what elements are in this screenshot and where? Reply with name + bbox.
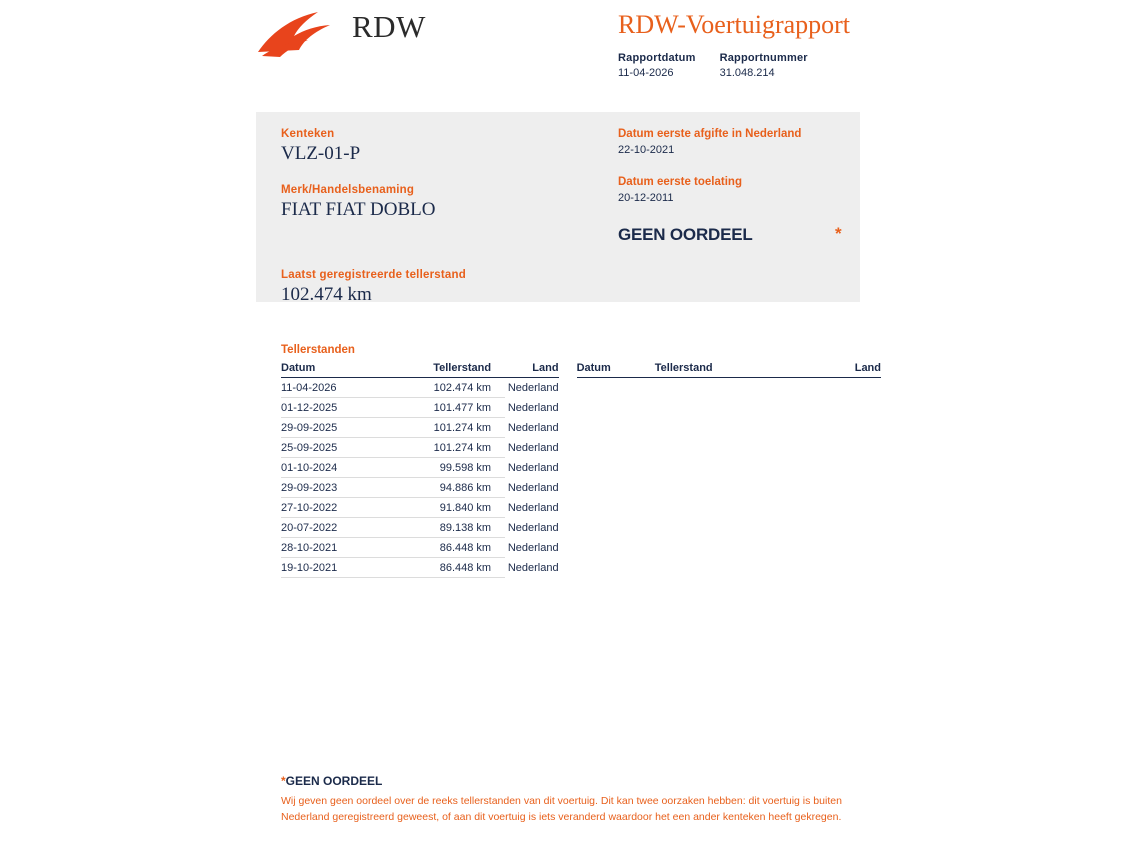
cell-datum: 27-10-2022 [281, 498, 357, 518]
cell-tellerstand: 101.274 km [357, 418, 505, 438]
footnote-body: Wij geven geen oordeel over de reeks tellerstanden van dit voertuig. Dit kan twee oorzaken hebben: dit voertuig is buiten Nederland geregistreerd geweest, of aan dit voertuig is iets veranderd waardoor het een ander kenteken heeft gekregen. [281, 795, 842, 823]
odometer-table-body-left [281, 378, 559, 578]
column-header-tellerstand: Tellerstand [357, 362, 505, 378]
licence-plate-block [281, 128, 581, 165]
cell-tellerstand: 99.598 km [357, 458, 505, 478]
report-number-block [720, 52, 808, 79]
cell-land: Nederland [507, 421, 559, 434]
table-row [281, 458, 559, 478]
cell-land: Nederland [507, 561, 559, 574]
verdict-footnote-marker: * [835, 224, 842, 243]
verdict-text: GEEN OORDEEL [618, 225, 753, 244]
first-admission-value: 20-12-2011 [618, 192, 674, 204]
report-header [0, 0, 1130, 110]
column-header-tellerstand: Tellerstand [655, 362, 794, 378]
cell-datum: 20-07-2022 [281, 518, 357, 538]
first-registration-nl-value: 22-10-2021 [618, 144, 675, 156]
footnote-marker: * [281, 774, 286, 788]
cell-tellerstand: 86.448 km [357, 538, 505, 558]
rdw-wordmark: RDW [352, 8, 426, 44]
cell-land: Nederland [507, 381, 559, 394]
report-date-value: 11-04-2026 [618, 67, 674, 79]
column-header-datum: Datum [577, 362, 655, 378]
odometer-table-left [281, 362, 559, 578]
first-registration-nl-block [618, 128, 848, 156]
cell-tellerstand: 89.138 km [357, 518, 505, 538]
make-model-value: FIAT FIAT DOBLO [281, 199, 436, 220]
last-odometer-value: 102.474 km [281, 284, 372, 305]
cell-datum: 11-04-2026 [281, 378, 357, 398]
cell-datum: 19-10-2021 [281, 558, 357, 578]
footnote-title [281, 774, 861, 788]
table-row [281, 478, 559, 498]
table-row [281, 418, 559, 438]
footnote-title-text: GEEN OORDEEL [285, 774, 383, 788]
rdw-swoosh-logo-icon [256, 8, 342, 60]
column-header-land: Land [794, 362, 881, 378]
odometer-table-heading: Tellerstanden [281, 344, 355, 356]
report-number-label: Rapportnummer [719, 52, 808, 64]
cell-land: Nederland [507, 541, 559, 554]
cell-datum: 01-10-2024 [281, 458, 357, 478]
odometer-readings-section [281, 344, 881, 578]
first-admission-label: Datum eerste toelating [618, 176, 742, 188]
column-header-land: Land [505, 362, 559, 378]
table-header-row [577, 362, 881, 378]
cell-land: Nederland [507, 521, 559, 534]
make-model-label: Merk/Handelsbenaming [281, 184, 415, 196]
cell-land: Nederland [507, 441, 559, 454]
report-meta [618, 52, 822, 79]
table-row [281, 378, 559, 398]
cell-land: Nederland [507, 481, 559, 494]
table-row [281, 438, 559, 458]
last-odometer-block [281, 269, 581, 306]
report-number-value: 31.048.214 [719, 67, 775, 79]
table-row [281, 498, 559, 518]
cell-datum: 29-09-2025 [281, 418, 357, 438]
cell-datum: 28-10-2021 [281, 538, 357, 558]
cell-tellerstand: 86.448 km [357, 558, 505, 578]
summary-right-column [618, 128, 848, 204]
make-model-block [281, 184, 581, 221]
cell-tellerstand: 101.477 km [357, 398, 505, 418]
cell-tellerstand: 91.840 km [357, 498, 505, 518]
cell-land: Nederland [507, 461, 559, 474]
table-header-row [281, 362, 559, 378]
cell-land: Nederland [507, 501, 559, 514]
report-date-block [618, 52, 696, 79]
vehicle-summary-panel [256, 112, 860, 305]
table-row [281, 518, 559, 538]
report-date-label: Rapportdatum [618, 52, 696, 64]
cell-datum: 25-09-2025 [281, 438, 357, 458]
table-row [281, 538, 559, 558]
cell-tellerstand: 102.474 km [357, 378, 505, 398]
cell-datum: 01-12-2025 [281, 398, 357, 418]
odometer-table-body-right [577, 378, 881, 578]
licence-plate-label: Kenteken [281, 128, 335, 140]
table-row [281, 558, 559, 578]
cell-tellerstand: 101.274 km [357, 438, 505, 458]
report-title: RDW-Voertuigrapport [618, 10, 851, 39]
licence-plate-value: VLZ-01-P [281, 143, 361, 164]
cell-datum: 29-09-2023 [281, 478, 357, 498]
first-admission-block [618, 176, 848, 204]
meta-spacer [710, 52, 720, 79]
footnote-section [281, 774, 861, 826]
table-row [281, 398, 559, 418]
last-odometer-label: Laatst geregistreerde tellerstand [281, 269, 466, 281]
odometer-table-columns [281, 362, 881, 578]
odometer-table-right [577, 362, 881, 578]
rdw-logo [256, 8, 426, 60]
cell-tellerstand: 94.886 km [357, 478, 505, 498]
first-registration-nl-label: Datum eerste afgifte in Nederland [618, 128, 802, 140]
summary-left-column [281, 128, 581, 306]
cell-land: Nederland [507, 401, 559, 414]
column-header-datum: Datum [281, 362, 357, 378]
